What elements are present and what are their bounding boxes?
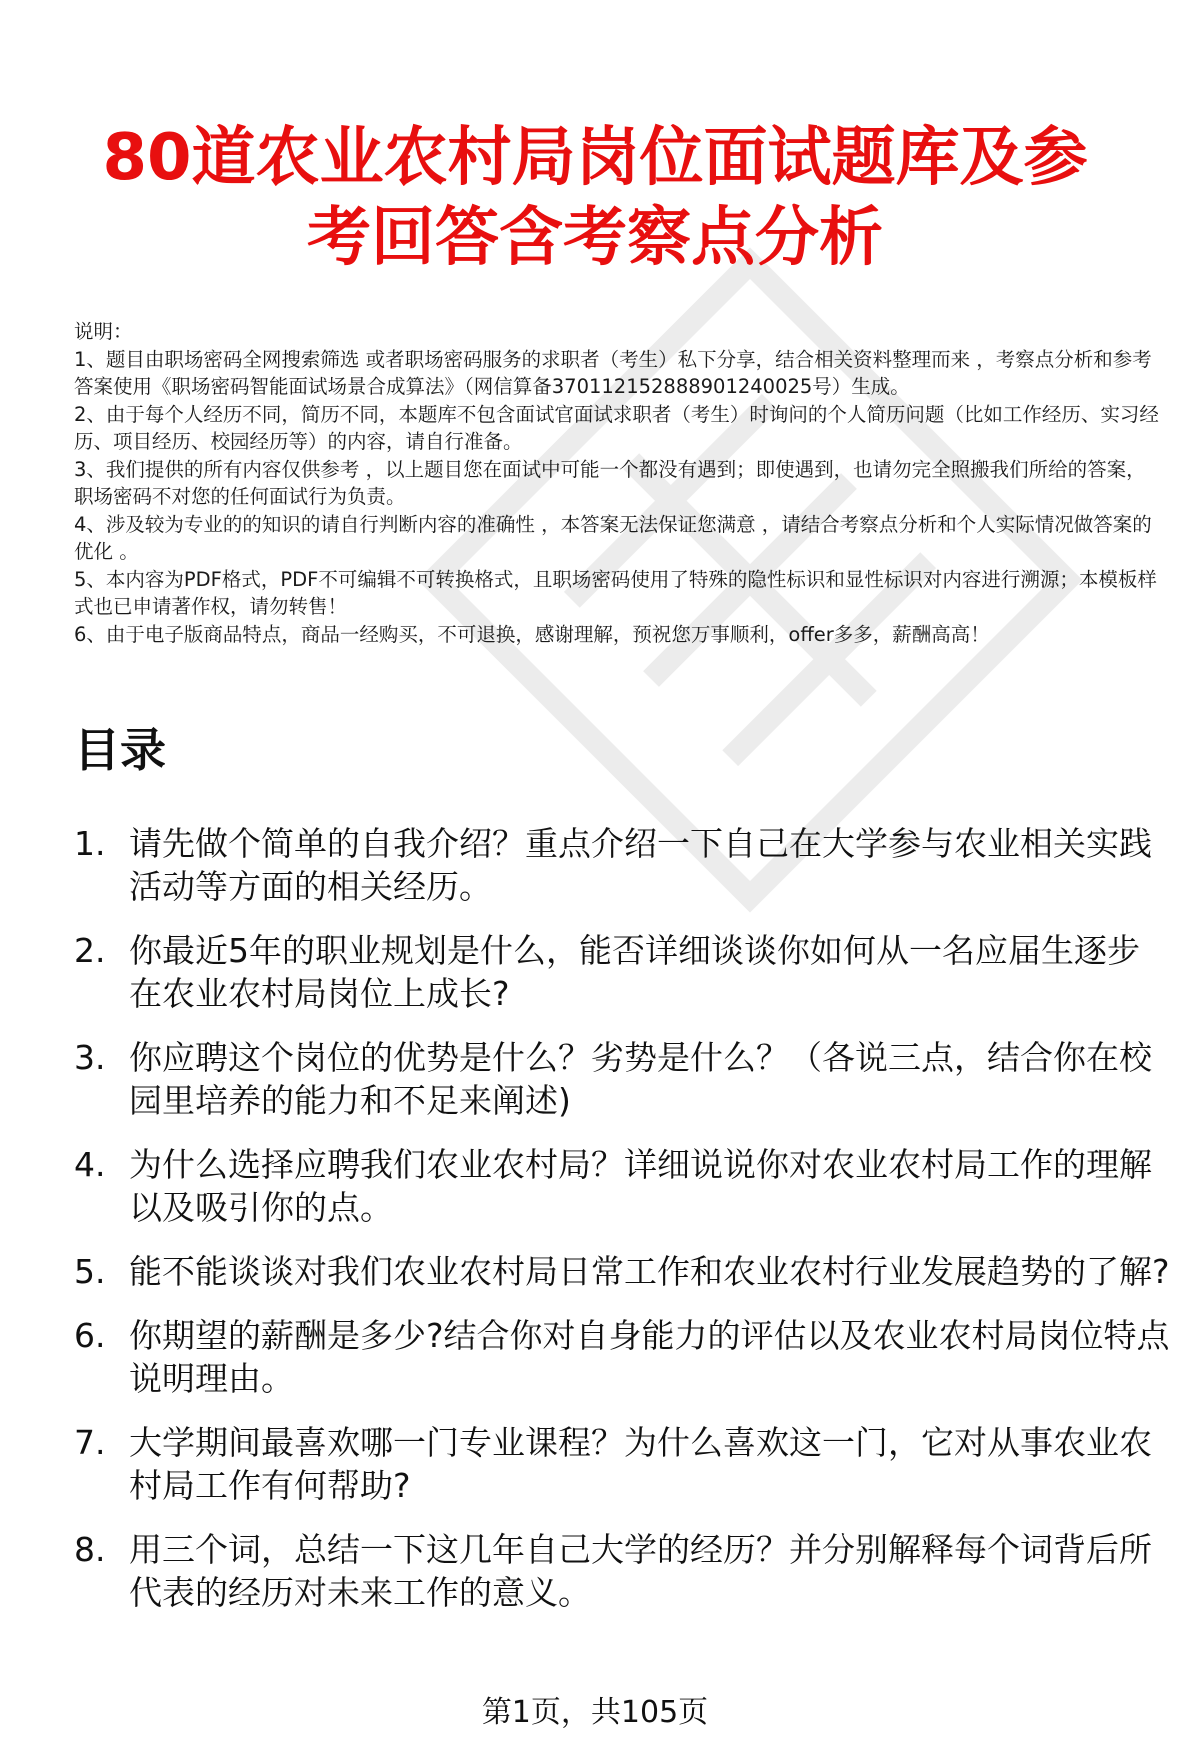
toc-item[interactable] [74, 1250, 1170, 1293]
toc-item[interactable] [74, 822, 1170, 908]
toc-item-text: 你最近5年的职业规划是什么，能否详细谈谈你如何从一名应届生逐步在农业农村局岗位上成长? [129, 931, 1140, 1013]
toc-list [74, 822, 1170, 1635]
toc-item[interactable] [74, 1036, 1170, 1122]
notes-section [74, 318, 1164, 648]
toc-item-number: 1. [74, 824, 106, 863]
toc-item[interactable] [74, 1143, 1170, 1229]
toc-item-number: 2. [74, 931, 106, 970]
toc-item-text: 用三个词，总结一下这几年自己大学的经历？并分别解释每个词背后所代表的经历对未来工作的意义。 [129, 1530, 1152, 1612]
toc-item[interactable] [74, 1314, 1170, 1400]
note-item: 5、本内容为PDF格式，PDF不可编辑不可转换格式，且职场密码使用了特殊的隐性标识和显性标识对内容进行溯源；本模板样式也已申请著作权，请勿转售！ [74, 567, 1157, 618]
note-item: 1、题目由职场密码全网搜索筛选 或者职场密码服务的求职者（考生）私下分享，结合相关资料整理而来 ，考察点分析和参考答案使用《职场密码智能面试场景合成算法》（网信算备370112152888901240025号）生成。 [74, 347, 1152, 398]
toc-item-number: 8. [74, 1530, 106, 1569]
toc-item-text: 你应聘这个岗位的优势是什么？劣势是什么？（各说三点，结合你在校园里培养的能力和不足来阐述) [129, 1038, 1152, 1120]
toc-heading: 目录 [74, 723, 166, 777]
notes-label: 说明： [74, 320, 133, 343]
document-title: 80道农业农村局岗位面试题库及参考回答含考察点分析 [102, 121, 1088, 275]
toc-item-text: 大学期间最喜欢哪一门专业课程？为什么喜欢这一门，它对从事农业农村局工作有何帮助? [129, 1423, 1152, 1505]
toc-item-text: 能不能谈谈对我们农业农村局日常工作和农业农村行业发展趋势的了解? [129, 1252, 1170, 1291]
toc-item-text: 你期望的薪酬是多少?结合你对自身能力的评估以及农业农村局岗位特点说明理由。 [129, 1316, 1170, 1398]
toc-item[interactable] [74, 929, 1170, 1015]
toc-item[interactable] [74, 1528, 1170, 1614]
toc-item[interactable] [74, 1421, 1170, 1507]
toc-item-number: 4. [74, 1145, 106, 1184]
note-item: 4、涉及较为专业的的知识的请自行判断内容的准确性 ，本答案无法保证您满意 ，请结合考察点分析和个人实际情况做答案的优化 。 [74, 512, 1152, 563]
toc-item-number: 3. [74, 1038, 106, 1077]
toc-item-number: 7. [74, 1423, 106, 1462]
note-item: 2、由于每个人经历不同，简历不同，本题库不包含面试官面试求职者（考生）时询问的个人简历问题（比如工作经历、实习经历、项目经历、校园经历等）的内容，请自行准备。 [74, 402, 1159, 453]
toc-item-number: 5. [74, 1252, 106, 1291]
note-item: 6、由于电子版商品特点，商品一经购买，不可退换，感谢理解，预祝您万事顺利，offer多多，薪酬高高！ [74, 622, 990, 646]
toc-item-text: 请先做个简单的自我介绍？重点介绍一下自己在大学参与农业相关实践活动等方面的相关经历。 [129, 824, 1152, 906]
page-number: 第1页，共105页 [481, 1695, 709, 1730]
note-item: 3、我们提供的所有内容仅供参考 ，以上题目您在面试中可能一个都没有遇到；即使遇到，也请勿完全照搬我们所给的答案，职场密码不对您的任何面试行为负责。 [74, 457, 1146, 508]
toc-item-number: 6. [74, 1316, 106, 1355]
toc-item-text: 为什么选择应聘我们农业农村局？详细说说你对农业农村局工作的理解以及吸引你的点。 [129, 1145, 1152, 1227]
